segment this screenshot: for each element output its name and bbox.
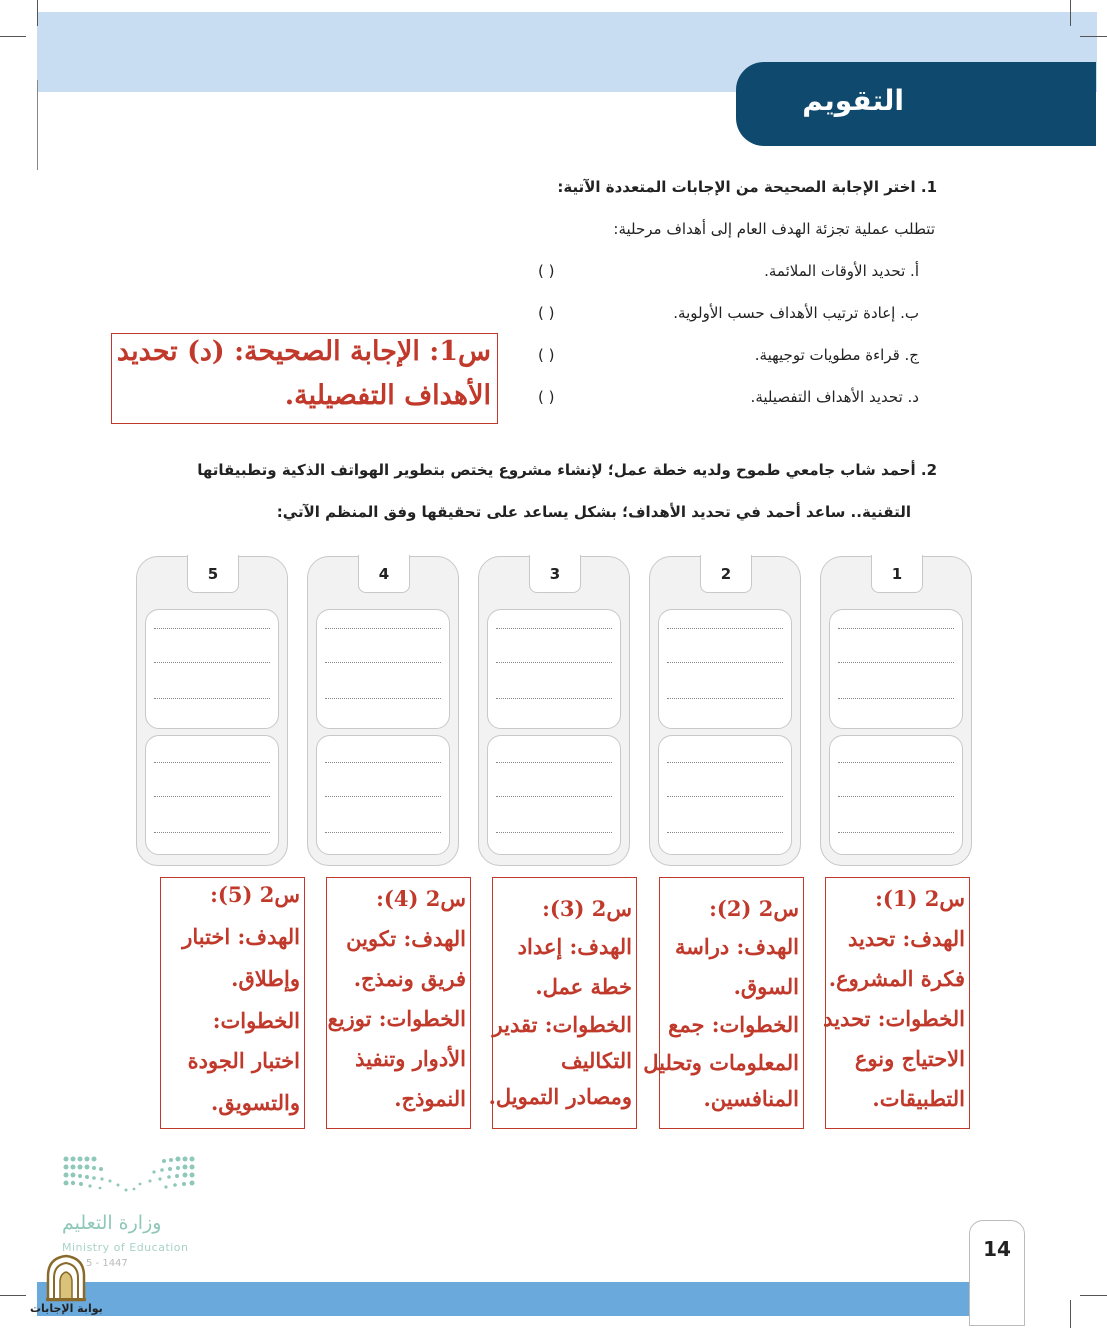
goal-slot[interactable] bbox=[658, 609, 792, 729]
answer-line: الأدوار وتنفيذ bbox=[355, 1046, 466, 1071]
q2-answer-box-1 bbox=[825, 877, 970, 1129]
crop-mark bbox=[1080, 36, 1107, 37]
steps-slot[interactable] bbox=[145, 735, 279, 855]
answer-parenthesis: ( ) bbox=[538, 304, 555, 322]
answer-parenthesis: ( ) bbox=[538, 346, 555, 364]
q1-answer-line: س1: الإجابة الصحيحة: (د) تحديد bbox=[116, 336, 491, 367]
q1-title: 1. اختر الإجابة الصحيحة من الإجابات المتعددة الآتية: bbox=[557, 178, 937, 196]
answer-line: الخطوات: تقدير bbox=[492, 1012, 632, 1037]
crop-mark bbox=[1070, 0, 1071, 26]
steps-slot[interactable] bbox=[487, 735, 621, 855]
answer-line: س2 (2): bbox=[709, 896, 799, 921]
answer-line: الهدف: تحديد bbox=[847, 926, 965, 951]
q2-answer-box-3 bbox=[488, 877, 637, 1129]
q2-text-line1: 2. أحمد شاب جامعي طموح ولديه خطة عمل؛ لإنشاء مشروع يختص بتطوير الهواتف الذكية وتطبيقاتها bbox=[197, 461, 937, 479]
answer-line: وإطلاق. bbox=[231, 966, 300, 991]
goal-slot[interactable] bbox=[316, 609, 450, 729]
answer-line: التكاليف bbox=[560, 1048, 632, 1073]
q1-option-d: د. تحديد الأهداف التفصيلية. bbox=[750, 388, 919, 406]
answer-line: الخطوات: جمع bbox=[668, 1012, 799, 1037]
q1-answer-line: الأهداف التفصيلية. bbox=[284, 380, 491, 411]
answer-line: خطة عمل. bbox=[535, 974, 632, 999]
crop-mark bbox=[37, 0, 38, 26]
answer-line: الخطوات: تحديد bbox=[823, 1006, 965, 1031]
answer-line: الهدف: اختبار bbox=[182, 924, 300, 949]
ministry-dots-icon bbox=[62, 1155, 196, 1195]
q1-answer-box bbox=[111, 333, 498, 424]
answer-line: س2 (4): bbox=[376, 886, 466, 911]
crop-mark bbox=[1080, 1295, 1107, 1296]
answer-line: المعلومات وتحليل bbox=[643, 1050, 799, 1075]
site-logo-icon bbox=[44, 1254, 88, 1302]
answer-line: الاحتياج ونوع bbox=[854, 1046, 965, 1071]
bottom-band bbox=[37, 1282, 970, 1316]
q2-answer-box-5 bbox=[160, 877, 305, 1129]
organizer-column-3 bbox=[478, 556, 630, 866]
column-number: 1 bbox=[871, 555, 923, 593]
section-header bbox=[736, 62, 1096, 146]
page-number: 14 bbox=[983, 1237, 1011, 1261]
answer-line: س2 (5): bbox=[210, 882, 300, 907]
steps-slot[interactable] bbox=[316, 735, 450, 855]
q1-option-a: أ. تحديد الأوقات الملائمة. bbox=[764, 262, 919, 280]
q1-stem: تتطلب عملية تجزئة الهدف العام إلى أهداف مرحلية: bbox=[613, 220, 935, 238]
q1-option-c: ج. قراءة مطويات توجيهية. bbox=[754, 346, 919, 364]
edition-year: 5 - 1447 bbox=[86, 1258, 128, 1269]
answer-line: الهدف: دراسة bbox=[675, 934, 799, 959]
answer-parenthesis: ( ) bbox=[538, 388, 555, 406]
goal-slot[interactable] bbox=[829, 609, 963, 729]
steps-slot[interactable] bbox=[829, 735, 963, 855]
organizer-column-5 bbox=[136, 556, 288, 866]
ministry-name-en: Ministry of Education bbox=[62, 1241, 189, 1254]
answer-line: السوق. bbox=[733, 974, 799, 999]
organizer-column-2 bbox=[649, 556, 801, 866]
q1-option-b: ب. إعادة ترتيب الأهداف حسب الأولوية. bbox=[673, 304, 919, 322]
page-number-tab bbox=[969, 1220, 1025, 1326]
column-number: 4 bbox=[358, 555, 410, 593]
column-number: 3 bbox=[529, 555, 581, 593]
answer-line: فكرة المشروع. bbox=[828, 966, 965, 991]
answer-line: والتسويق. bbox=[211, 1090, 300, 1115]
answer-line: ومصادر التمويل. bbox=[488, 1084, 632, 1109]
answer-line: التطبيقات. bbox=[872, 1086, 965, 1111]
margin-line bbox=[37, 80, 38, 170]
crop-mark bbox=[0, 1295, 26, 1296]
column-number: 5 bbox=[187, 555, 239, 593]
site-label: بوابة الإجابات bbox=[30, 1302, 103, 1315]
organizer-column-4 bbox=[307, 556, 459, 866]
answer-line: س2 (1): bbox=[875, 886, 965, 911]
organizer-column-1 bbox=[820, 556, 972, 866]
answer-line: اختبار الجودة bbox=[187, 1048, 300, 1073]
answer-line: المنافسين. bbox=[703, 1086, 799, 1111]
answer-line: س2 (3): bbox=[542, 896, 632, 921]
ministry-name-ar: وزارة التعليم bbox=[62, 1212, 162, 1234]
q2-answer-box-2 bbox=[643, 877, 804, 1129]
goal-slot[interactable] bbox=[487, 609, 621, 729]
q2-answer-box-4 bbox=[326, 877, 471, 1129]
section-title: التقويم bbox=[802, 84, 904, 117]
crop-mark bbox=[0, 36, 26, 37]
column-number: 2 bbox=[700, 555, 752, 593]
answer-parenthesis: ( ) bbox=[538, 262, 555, 280]
answer-line: فريق ونمذج. bbox=[353, 966, 466, 991]
answer-line: الخطوات: توزيع bbox=[327, 1006, 466, 1031]
answer-line: الهدف: إعداد bbox=[517, 934, 632, 959]
steps-slot[interactable] bbox=[658, 735, 792, 855]
answer-line: النموذج. bbox=[394, 1086, 466, 1111]
crop-mark bbox=[1070, 1300, 1071, 1328]
q2-text-line2: التقنية.. ساعد أحمد في تحديد الأهداف؛ بشكل يساعد على تحقيقها وفق المنظم الآتي: bbox=[276, 503, 911, 521]
ministry-logo bbox=[62, 1155, 196, 1199]
answer-line: الخطوات: bbox=[212, 1008, 300, 1033]
answer-line: الهدف: تكوين bbox=[346, 926, 466, 951]
goal-slot[interactable] bbox=[145, 609, 279, 729]
